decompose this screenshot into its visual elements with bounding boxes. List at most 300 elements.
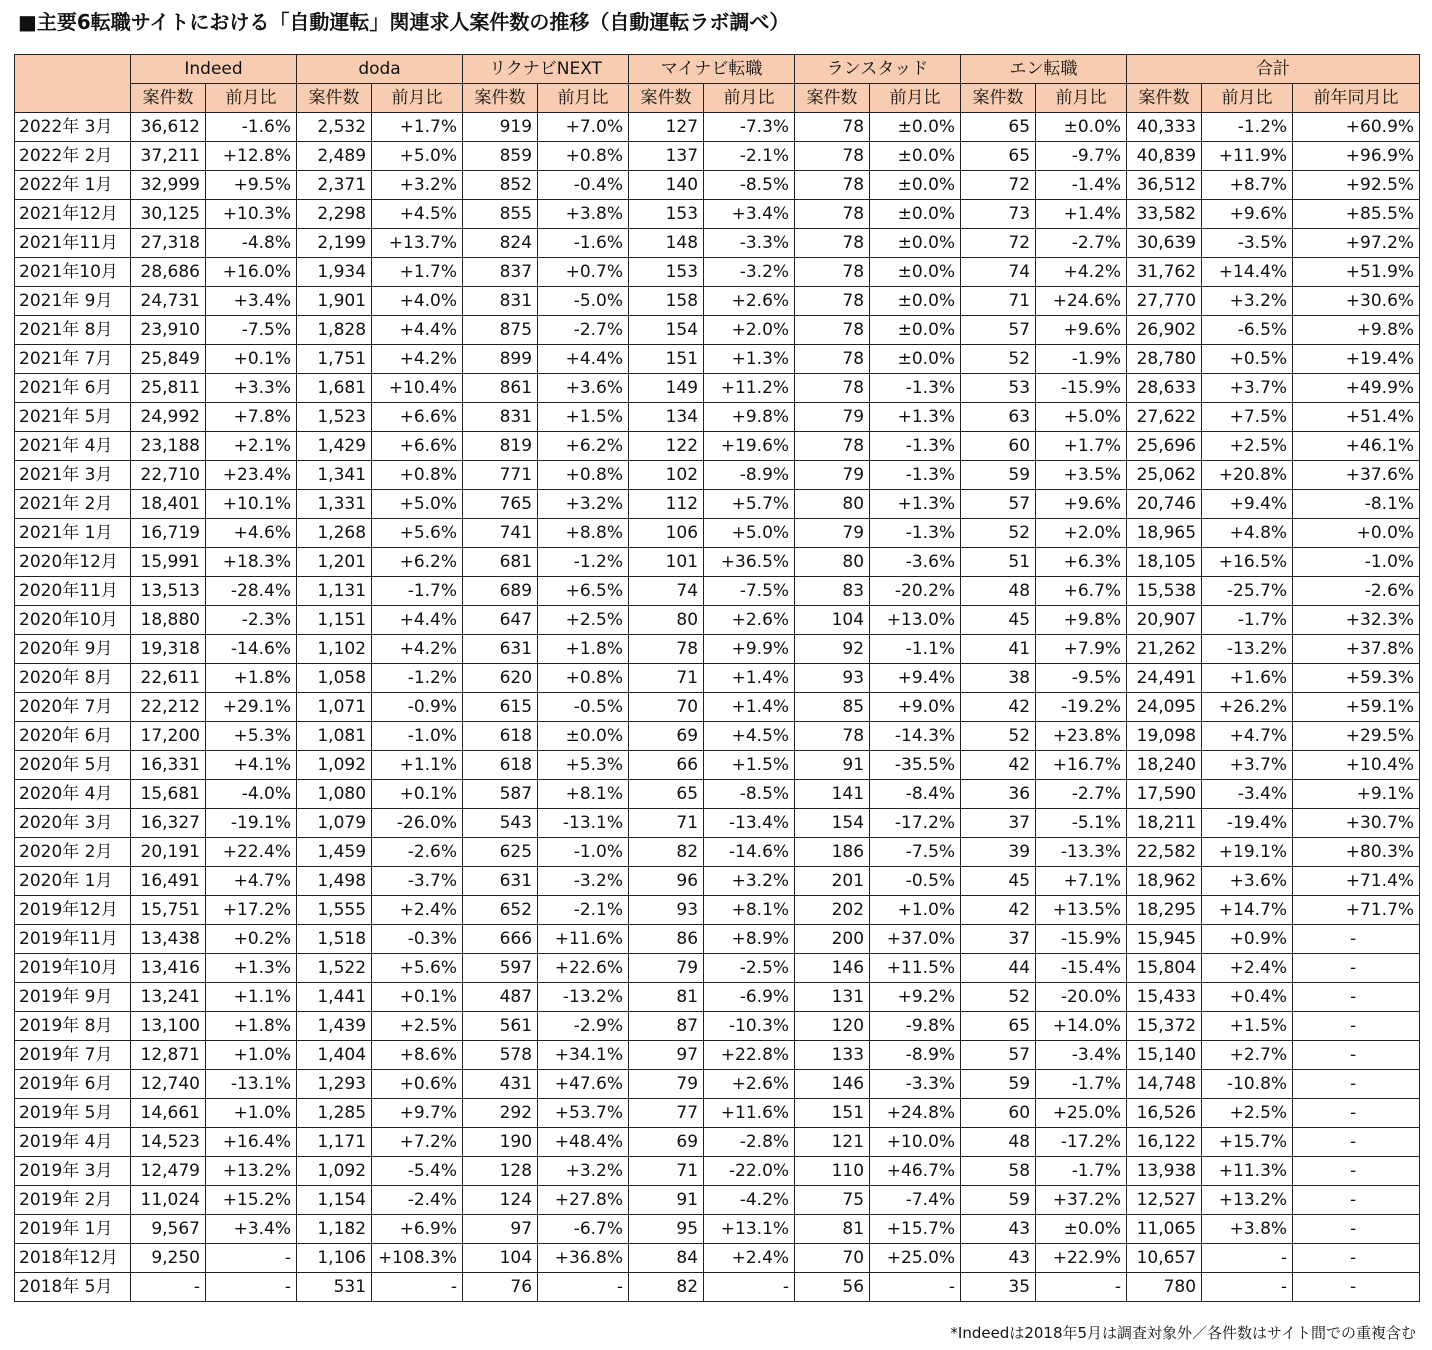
cell-en-cases: 52 — [961, 983, 1036, 1012]
cell-en-cases: 63 — [961, 403, 1036, 432]
table-row — [15, 809, 1420, 838]
cell-total-yoy: - — [1293, 1128, 1420, 1157]
cell-rikunabi-cases: 652 — [463, 896, 538, 925]
cell-month: 2020年 4月 — [15, 780, 131, 809]
cell-en-mom: +3.5% — [1036, 461, 1127, 490]
table-row — [15, 577, 1420, 606]
cell-rikunabi-mom: +3.6% — [538, 374, 629, 403]
cell-rikunabi-cases: 620 — [463, 664, 538, 693]
cell-total-yoy: +0.0% — [1293, 519, 1420, 548]
cell-total-mom: +19.1% — [1202, 838, 1293, 867]
cell-rikunabi-cases: 919 — [463, 113, 538, 142]
cell-rikunabi-mom: +48.4% — [538, 1128, 629, 1157]
cell-indeed-cases: 17,200 — [131, 722, 206, 751]
cell-doda-cases: 1,268 — [297, 519, 372, 548]
cell-indeed-cases: 25,811 — [131, 374, 206, 403]
cell-total-yoy: +29.5% — [1293, 722, 1420, 751]
cell-indeed-mom: +0.2% — [206, 925, 297, 954]
cell-doda-cases: 1,106 — [297, 1244, 372, 1273]
cell-mynavi-mom: +1.5% — [704, 751, 795, 780]
cell-total-yoy: - — [1293, 983, 1420, 1012]
cell-total-cases: 40,333 — [1127, 113, 1202, 142]
cell-randstad-mom: -1.1% — [870, 635, 961, 664]
cell-rikunabi-cases: 578 — [463, 1041, 538, 1070]
cell-mynavi-cases: 140 — [629, 171, 704, 200]
table-row — [15, 1099, 1420, 1128]
cell-mynavi-mom: - — [704, 1273, 795, 1302]
cell-en-mom: - — [1036, 1273, 1127, 1302]
cell-doda-mom: -26.0% — [372, 809, 463, 838]
cell-indeed-mom: +3.4% — [206, 1215, 297, 1244]
cell-total-yoy: +19.4% — [1293, 345, 1420, 374]
cell-doda-mom: +5.6% — [372, 954, 463, 983]
cell-indeed-mom: +12.8% — [206, 142, 297, 171]
cell-rikunabi-mom: +0.8% — [538, 664, 629, 693]
cell-month: 2021年11月 — [15, 229, 131, 258]
cell-total-yoy: +92.5% — [1293, 171, 1420, 200]
cell-month: 2021年 9月 — [15, 287, 131, 316]
cell-total-yoy: +30.6% — [1293, 287, 1420, 316]
cell-doda-cases: 1,154 — [297, 1186, 372, 1215]
header-cases: 案件数 — [629, 84, 704, 113]
cell-indeed-mom: +10.1% — [206, 490, 297, 519]
cell-doda-cases: 2,489 — [297, 142, 372, 171]
cell-rikunabi-mom: -6.7% — [538, 1215, 629, 1244]
cell-en-cases: 42 — [961, 751, 1036, 780]
cell-total-cases: 18,965 — [1127, 519, 1202, 548]
cell-en-mom: +7.9% — [1036, 635, 1127, 664]
cell-en-cases: 42 — [961, 693, 1036, 722]
cell-total-yoy: - — [1293, 1012, 1420, 1041]
header-site-doda: doda — [297, 55, 463, 84]
cell-randstad-cases: 78 — [795, 316, 870, 345]
cell-rikunabi-mom: -1.0% — [538, 838, 629, 867]
cell-month: 2019年 2月 — [15, 1186, 131, 1215]
cell-randstad-mom: +9.2% — [870, 983, 961, 1012]
cell-en-cases: 59 — [961, 461, 1036, 490]
cell-doda-mom: - — [372, 1273, 463, 1302]
cell-mynavi-mom: +2.6% — [704, 606, 795, 635]
cell-mynavi-mom: +19.6% — [704, 432, 795, 461]
cell-mynavi-mom: +1.3% — [704, 345, 795, 374]
cell-randstad-mom: -1.3% — [870, 461, 961, 490]
cell-mynavi-cases: 149 — [629, 374, 704, 403]
cell-mynavi-mom: -22.0% — [704, 1157, 795, 1186]
cell-total-cases: 18,295 — [1127, 896, 1202, 925]
cell-randstad-mom: - — [870, 1273, 961, 1302]
cell-en-mom: +22.9% — [1036, 1244, 1127, 1273]
cell-doda-cases: 1,071 — [297, 693, 372, 722]
cell-total-mom: +3.7% — [1202, 751, 1293, 780]
cell-total-cases: 15,804 — [1127, 954, 1202, 983]
cell-randstad-cases: 83 — [795, 577, 870, 606]
table-row — [15, 229, 1420, 258]
header-site-indeed: Indeed — [131, 55, 297, 84]
cell-en-cases: 52 — [961, 722, 1036, 751]
cell-indeed-mom: -7.5% — [206, 316, 297, 345]
cell-total-cases: 20,907 — [1127, 606, 1202, 635]
cell-total-mom: -6.5% — [1202, 316, 1293, 345]
cell-indeed-mom: -1.6% — [206, 113, 297, 142]
cell-en-cases: 53 — [961, 374, 1036, 403]
cell-randstad-mom: -3.6% — [870, 548, 961, 577]
cell-total-mom: -1.2% — [1202, 113, 1293, 142]
cell-total-mom: +4.7% — [1202, 722, 1293, 751]
cell-total-yoy: +37.8% — [1293, 635, 1420, 664]
cell-total-mom: +3.6% — [1202, 867, 1293, 896]
cell-total-mom: +14.4% — [1202, 258, 1293, 287]
cell-total-yoy: +30.7% — [1293, 809, 1420, 838]
cell-en-cases: 65 — [961, 113, 1036, 142]
table-row — [15, 113, 1420, 142]
table-row — [15, 1012, 1420, 1041]
cell-total-yoy: - — [1293, 1157, 1420, 1186]
cell-indeed-mom: +5.3% — [206, 722, 297, 751]
cell-doda-cases: 1,518 — [297, 925, 372, 954]
cell-en-cases: 58 — [961, 1157, 1036, 1186]
cell-doda-cases: 1,331 — [297, 490, 372, 519]
cell-doda-cases: 2,199 — [297, 229, 372, 258]
cell-rikunabi-cases: 615 — [463, 693, 538, 722]
cell-rikunabi-cases: 831 — [463, 403, 538, 432]
cell-rikunabi-mom: +1.8% — [538, 635, 629, 664]
cell-rikunabi-mom: +1.5% — [538, 403, 629, 432]
cell-randstad-cases: 78 — [795, 142, 870, 171]
cell-total-mom: +8.7% — [1202, 171, 1293, 200]
cell-total-yoy: - — [1293, 1070, 1420, 1099]
cell-doda-mom: +4.4% — [372, 316, 463, 345]
cell-doda-cases: 1,131 — [297, 577, 372, 606]
cell-rikunabi-mom: +36.8% — [538, 1244, 629, 1273]
cell-doda-mom: +5.6% — [372, 519, 463, 548]
cell-en-mom: +25.0% — [1036, 1099, 1127, 1128]
cell-randstad-mom: +11.5% — [870, 954, 961, 983]
cell-randstad-mom: -14.3% — [870, 722, 961, 751]
cell-indeed-mom: +16.4% — [206, 1128, 297, 1157]
cell-mynavi-mom: +5.7% — [704, 490, 795, 519]
cell-randstad-cases: 110 — [795, 1157, 870, 1186]
cell-total-mom: +11.3% — [1202, 1157, 1293, 1186]
cell-month: 2020年 6月 — [15, 722, 131, 751]
cell-rikunabi-cases: 631 — [463, 867, 538, 896]
cell-indeed-mom: +13.2% — [206, 1157, 297, 1186]
cell-total-mom: - — [1202, 1273, 1293, 1302]
cell-en-cases: 65 — [961, 142, 1036, 171]
cell-en-cases: 52 — [961, 345, 1036, 374]
cell-randstad-mom: -8.4% — [870, 780, 961, 809]
cell-total-mom: - — [1202, 1244, 1293, 1273]
cell-mynavi-mom: +11.6% — [704, 1099, 795, 1128]
cell-rikunabi-mom: +0.7% — [538, 258, 629, 287]
cell-doda-cases: 1,555 — [297, 896, 372, 925]
cell-en-mom: +6.7% — [1036, 577, 1127, 606]
cell-mynavi-cases: 79 — [629, 1070, 704, 1099]
header-corner — [15, 55, 131, 113]
table-row — [15, 374, 1420, 403]
cell-total-cases: 22,582 — [1127, 838, 1202, 867]
cell-rikunabi-cases: 625 — [463, 838, 538, 867]
cell-total-yoy: +85.5% — [1293, 200, 1420, 229]
cell-rikunabi-mom: +5.3% — [538, 751, 629, 780]
cell-month: 2021年12月 — [15, 200, 131, 229]
cell-total-mom: +3.2% — [1202, 287, 1293, 316]
cell-en-mom: +9.6% — [1036, 316, 1127, 345]
table-row — [15, 693, 1420, 722]
cell-mynavi-cases: 106 — [629, 519, 704, 548]
cell-total-cases: 15,372 — [1127, 1012, 1202, 1041]
cell-randstad-mom: +37.0% — [870, 925, 961, 954]
cell-month: 2019年10月 — [15, 954, 131, 983]
cell-en-cases: 42 — [961, 896, 1036, 925]
table-row — [15, 316, 1420, 345]
cell-month: 2019年 1月 — [15, 1215, 131, 1244]
cell-mynavi-cases: 87 — [629, 1012, 704, 1041]
cell-randstad-mom: +1.3% — [870, 490, 961, 519]
cell-indeed-mom: +17.2% — [206, 896, 297, 925]
cell-mynavi-mom: -8.5% — [704, 780, 795, 809]
cell-indeed-cases: 13,513 — [131, 577, 206, 606]
cell-rikunabi-cases: 771 — [463, 461, 538, 490]
cell-randstad-cases: 131 — [795, 983, 870, 1012]
cell-doda-mom: -0.3% — [372, 925, 463, 954]
cell-indeed-cases: 27,318 — [131, 229, 206, 258]
cell-randstad-mom: +9.4% — [870, 664, 961, 693]
table-row — [15, 925, 1420, 954]
cell-indeed-cases: 30,125 — [131, 200, 206, 229]
cell-en-cases: 51 — [961, 548, 1036, 577]
cell-mynavi-cases: 71 — [629, 1157, 704, 1186]
cell-total-cases: 11,065 — [1127, 1215, 1202, 1244]
cell-rikunabi-mom: -5.0% — [538, 287, 629, 316]
cell-en-mom: -5.1% — [1036, 809, 1127, 838]
cell-rikunabi-mom: +3.2% — [538, 490, 629, 519]
cell-doda-mom: +13.7% — [372, 229, 463, 258]
cell-indeed-cases: 28,686 — [131, 258, 206, 287]
cell-mynavi-mom: -7.3% — [704, 113, 795, 142]
cell-rikunabi-mom: +6.2% — [538, 432, 629, 461]
cell-total-cases: 15,433 — [1127, 983, 1202, 1012]
table-body — [15, 113, 1420, 1302]
cell-en-mom: +24.6% — [1036, 287, 1127, 316]
cell-indeed-cases: 12,871 — [131, 1041, 206, 1070]
cell-total-yoy: +71.4% — [1293, 867, 1420, 896]
cell-randstad-cases: 146 — [795, 1070, 870, 1099]
cell-month: 2021年 6月 — [15, 374, 131, 403]
cell-randstad-mom: -3.3% — [870, 1070, 961, 1099]
cell-total-cases: 27,622 — [1127, 403, 1202, 432]
cell-en-cases: 57 — [961, 316, 1036, 345]
cell-randstad-cases: 202 — [795, 896, 870, 925]
cell-month: 2020年12月 — [15, 548, 131, 577]
header-mom: 前月比 — [206, 84, 297, 113]
cell-doda-mom: +7.2% — [372, 1128, 463, 1157]
cell-total-yoy: +51.9% — [1293, 258, 1420, 287]
cell-indeed-cases: 11,024 — [131, 1186, 206, 1215]
cell-mynavi-mom: -2.1% — [704, 142, 795, 171]
cell-total-cases: 24,491 — [1127, 664, 1202, 693]
cell-doda-mom: +1.7% — [372, 113, 463, 142]
cell-randstad-mom: -20.2% — [870, 577, 961, 606]
cell-indeed-mom: +22.4% — [206, 838, 297, 867]
cell-en-cases: 41 — [961, 635, 1036, 664]
cell-month: 2020年 1月 — [15, 867, 131, 896]
table-row — [15, 838, 1420, 867]
cell-month: 2021年 5月 — [15, 403, 131, 432]
cell-mynavi-mom: -8.5% — [704, 171, 795, 200]
cell-mynavi-cases: 74 — [629, 577, 704, 606]
cell-total-yoy: +80.3% — [1293, 838, 1420, 867]
cell-en-cases: 74 — [961, 258, 1036, 287]
cell-mynavi-mom: +3.2% — [704, 867, 795, 896]
cell-rikunabi-mom: +0.8% — [538, 461, 629, 490]
cell-randstad-cases: 75 — [795, 1186, 870, 1215]
cell-rikunabi-mom: ±0.0% — [538, 722, 629, 751]
cell-randstad-cases: 104 — [795, 606, 870, 635]
cell-randstad-cases: 56 — [795, 1273, 870, 1302]
cell-month: 2021年 8月 — [15, 316, 131, 345]
cell-indeed-cases: 22,611 — [131, 664, 206, 693]
cell-rikunabi-cases: 597 — [463, 954, 538, 983]
cell-doda-cases: 1,341 — [297, 461, 372, 490]
cell-total-cases: 26,902 — [1127, 316, 1202, 345]
cell-doda-cases: 1,092 — [297, 1157, 372, 1186]
cell-indeed-mom: - — [206, 1244, 297, 1273]
cell-en-mom: +1.4% — [1036, 200, 1127, 229]
cell-en-cases: 72 — [961, 171, 1036, 200]
cell-total-mom: +9.4% — [1202, 490, 1293, 519]
cell-doda-mom: +4.2% — [372, 635, 463, 664]
cell-rikunabi-cases: 819 — [463, 432, 538, 461]
cell-en-cases: 59 — [961, 1070, 1036, 1099]
cell-rikunabi-cases: 859 — [463, 142, 538, 171]
cell-total-mom: +15.7% — [1202, 1128, 1293, 1157]
cell-rikunabi-mom: -3.2% — [538, 867, 629, 896]
cell-rikunabi-cases: 292 — [463, 1099, 538, 1128]
cell-randstad-cases: 78 — [795, 287, 870, 316]
cell-en-cases: 73 — [961, 200, 1036, 229]
cell-en-cases: 57 — [961, 490, 1036, 519]
cell-randstad-mom: +10.0% — [870, 1128, 961, 1157]
cell-rikunabi-cases: 431 — [463, 1070, 538, 1099]
cell-rikunabi-cases: 587 — [463, 780, 538, 809]
cell-indeed-mom: +7.8% — [206, 403, 297, 432]
cell-month: 2021年 2月 — [15, 490, 131, 519]
cell-rikunabi-cases: 631 — [463, 635, 538, 664]
cell-randstad-mom: -8.9% — [870, 1041, 961, 1070]
cell-doda-mom: +1.1% — [372, 751, 463, 780]
cell-total-mom: -3.4% — [1202, 780, 1293, 809]
cell-total-cases: 27,770 — [1127, 287, 1202, 316]
cell-rikunabi-mom: - — [538, 1273, 629, 1302]
table-row — [15, 142, 1420, 171]
cell-rikunabi-mom: +3.8% — [538, 200, 629, 229]
cell-en-cases: 44 — [961, 954, 1036, 983]
cell-indeed-cases: 36,612 — [131, 113, 206, 142]
cell-total-cases: 24,095 — [1127, 693, 1202, 722]
cell-doda-cases: 2,532 — [297, 113, 372, 142]
table-row — [15, 1128, 1420, 1157]
cell-randstad-cases: 78 — [795, 374, 870, 403]
cell-indeed-cases: 15,681 — [131, 780, 206, 809]
cell-doda-cases: 1,934 — [297, 258, 372, 287]
cell-indeed-cases: 16,719 — [131, 519, 206, 548]
cell-randstad-cases: 133 — [795, 1041, 870, 1070]
cell-month: 2020年 3月 — [15, 809, 131, 838]
cell-month: 2020年11月 — [15, 577, 131, 606]
cell-en-cases: 37 — [961, 925, 1036, 954]
cell-mynavi-mom: +5.0% — [704, 519, 795, 548]
cell-total-mom: +11.9% — [1202, 142, 1293, 171]
cell-en-cases: 72 — [961, 229, 1036, 258]
cell-doda-cases: 1,092 — [297, 751, 372, 780]
cell-total-cases: 25,062 — [1127, 461, 1202, 490]
cell-mynavi-cases: 153 — [629, 200, 704, 229]
cell-month: 2020年 9月 — [15, 635, 131, 664]
cell-total-cases: 28,780 — [1127, 345, 1202, 374]
table-row — [15, 287, 1420, 316]
cell-total-yoy: +32.3% — [1293, 606, 1420, 635]
cell-total-yoy: +59.3% — [1293, 664, 1420, 693]
cell-total-yoy: +9.1% — [1293, 780, 1420, 809]
cell-doda-mom: +4.4% — [372, 606, 463, 635]
table-row — [15, 258, 1420, 287]
cell-indeed-mom: +16.0% — [206, 258, 297, 287]
cell-en-mom: ±0.0% — [1036, 113, 1127, 142]
cell-indeed-cases: - — [131, 1273, 206, 1302]
cell-en-mom: +1.7% — [1036, 432, 1127, 461]
cell-en-cases: 59 — [961, 1186, 1036, 1215]
cell-month: 2022年 3月 — [15, 113, 131, 142]
cell-total-cases: 40,839 — [1127, 142, 1202, 171]
cell-indeed-cases: 16,331 — [131, 751, 206, 780]
cell-rikunabi-mom: +34.1% — [538, 1041, 629, 1070]
cell-doda-cases: 1,404 — [297, 1041, 372, 1070]
cell-month: 2020年 8月 — [15, 664, 131, 693]
cell-mynavi-mom: -3.3% — [704, 229, 795, 258]
cell-doda-mom: +0.8% — [372, 461, 463, 490]
cell-indeed-mom: +1.8% — [206, 1012, 297, 1041]
cell-randstad-cases: 154 — [795, 809, 870, 838]
cell-mynavi-mom: +1.4% — [704, 693, 795, 722]
cell-randstad-cases: 151 — [795, 1099, 870, 1128]
cell-mynavi-mom: +11.2% — [704, 374, 795, 403]
cell-rikunabi-cases: 831 — [463, 287, 538, 316]
cell-randstad-cases: 91 — [795, 751, 870, 780]
cell-en-mom: ±0.0% — [1036, 1215, 1127, 1244]
cell-mynavi-cases: 84 — [629, 1244, 704, 1273]
cell-indeed-mom: +1.3% — [206, 954, 297, 983]
cell-indeed-cases: 13,438 — [131, 925, 206, 954]
cell-randstad-cases: 200 — [795, 925, 870, 954]
cell-rikunabi-cases: 899 — [463, 345, 538, 374]
cell-indeed-mom: +3.3% — [206, 374, 297, 403]
cell-mynavi-mom: +2.6% — [704, 287, 795, 316]
cell-indeed-mom: -28.4% — [206, 577, 297, 606]
cell-mynavi-cases: 127 — [629, 113, 704, 142]
cell-total-mom: +2.7% — [1202, 1041, 1293, 1070]
cell-mynavi-mom: +36.5% — [704, 548, 795, 577]
cell-month: 2019年11月 — [15, 925, 131, 954]
cell-doda-cases: 1,102 — [297, 635, 372, 664]
cell-doda-mom: +3.2% — [372, 171, 463, 200]
table-row — [15, 780, 1420, 809]
cell-total-yoy: - — [1293, 1244, 1420, 1273]
cell-month: 2019年 8月 — [15, 1012, 131, 1041]
cell-total-yoy: +46.1% — [1293, 432, 1420, 461]
cell-indeed-mom: +10.3% — [206, 200, 297, 229]
footnote: *Indeedは2018年5月は調査対象外／各件数はサイト間での重複含む — [950, 1324, 1416, 1342]
cell-mynavi-mom: +1.4% — [704, 664, 795, 693]
